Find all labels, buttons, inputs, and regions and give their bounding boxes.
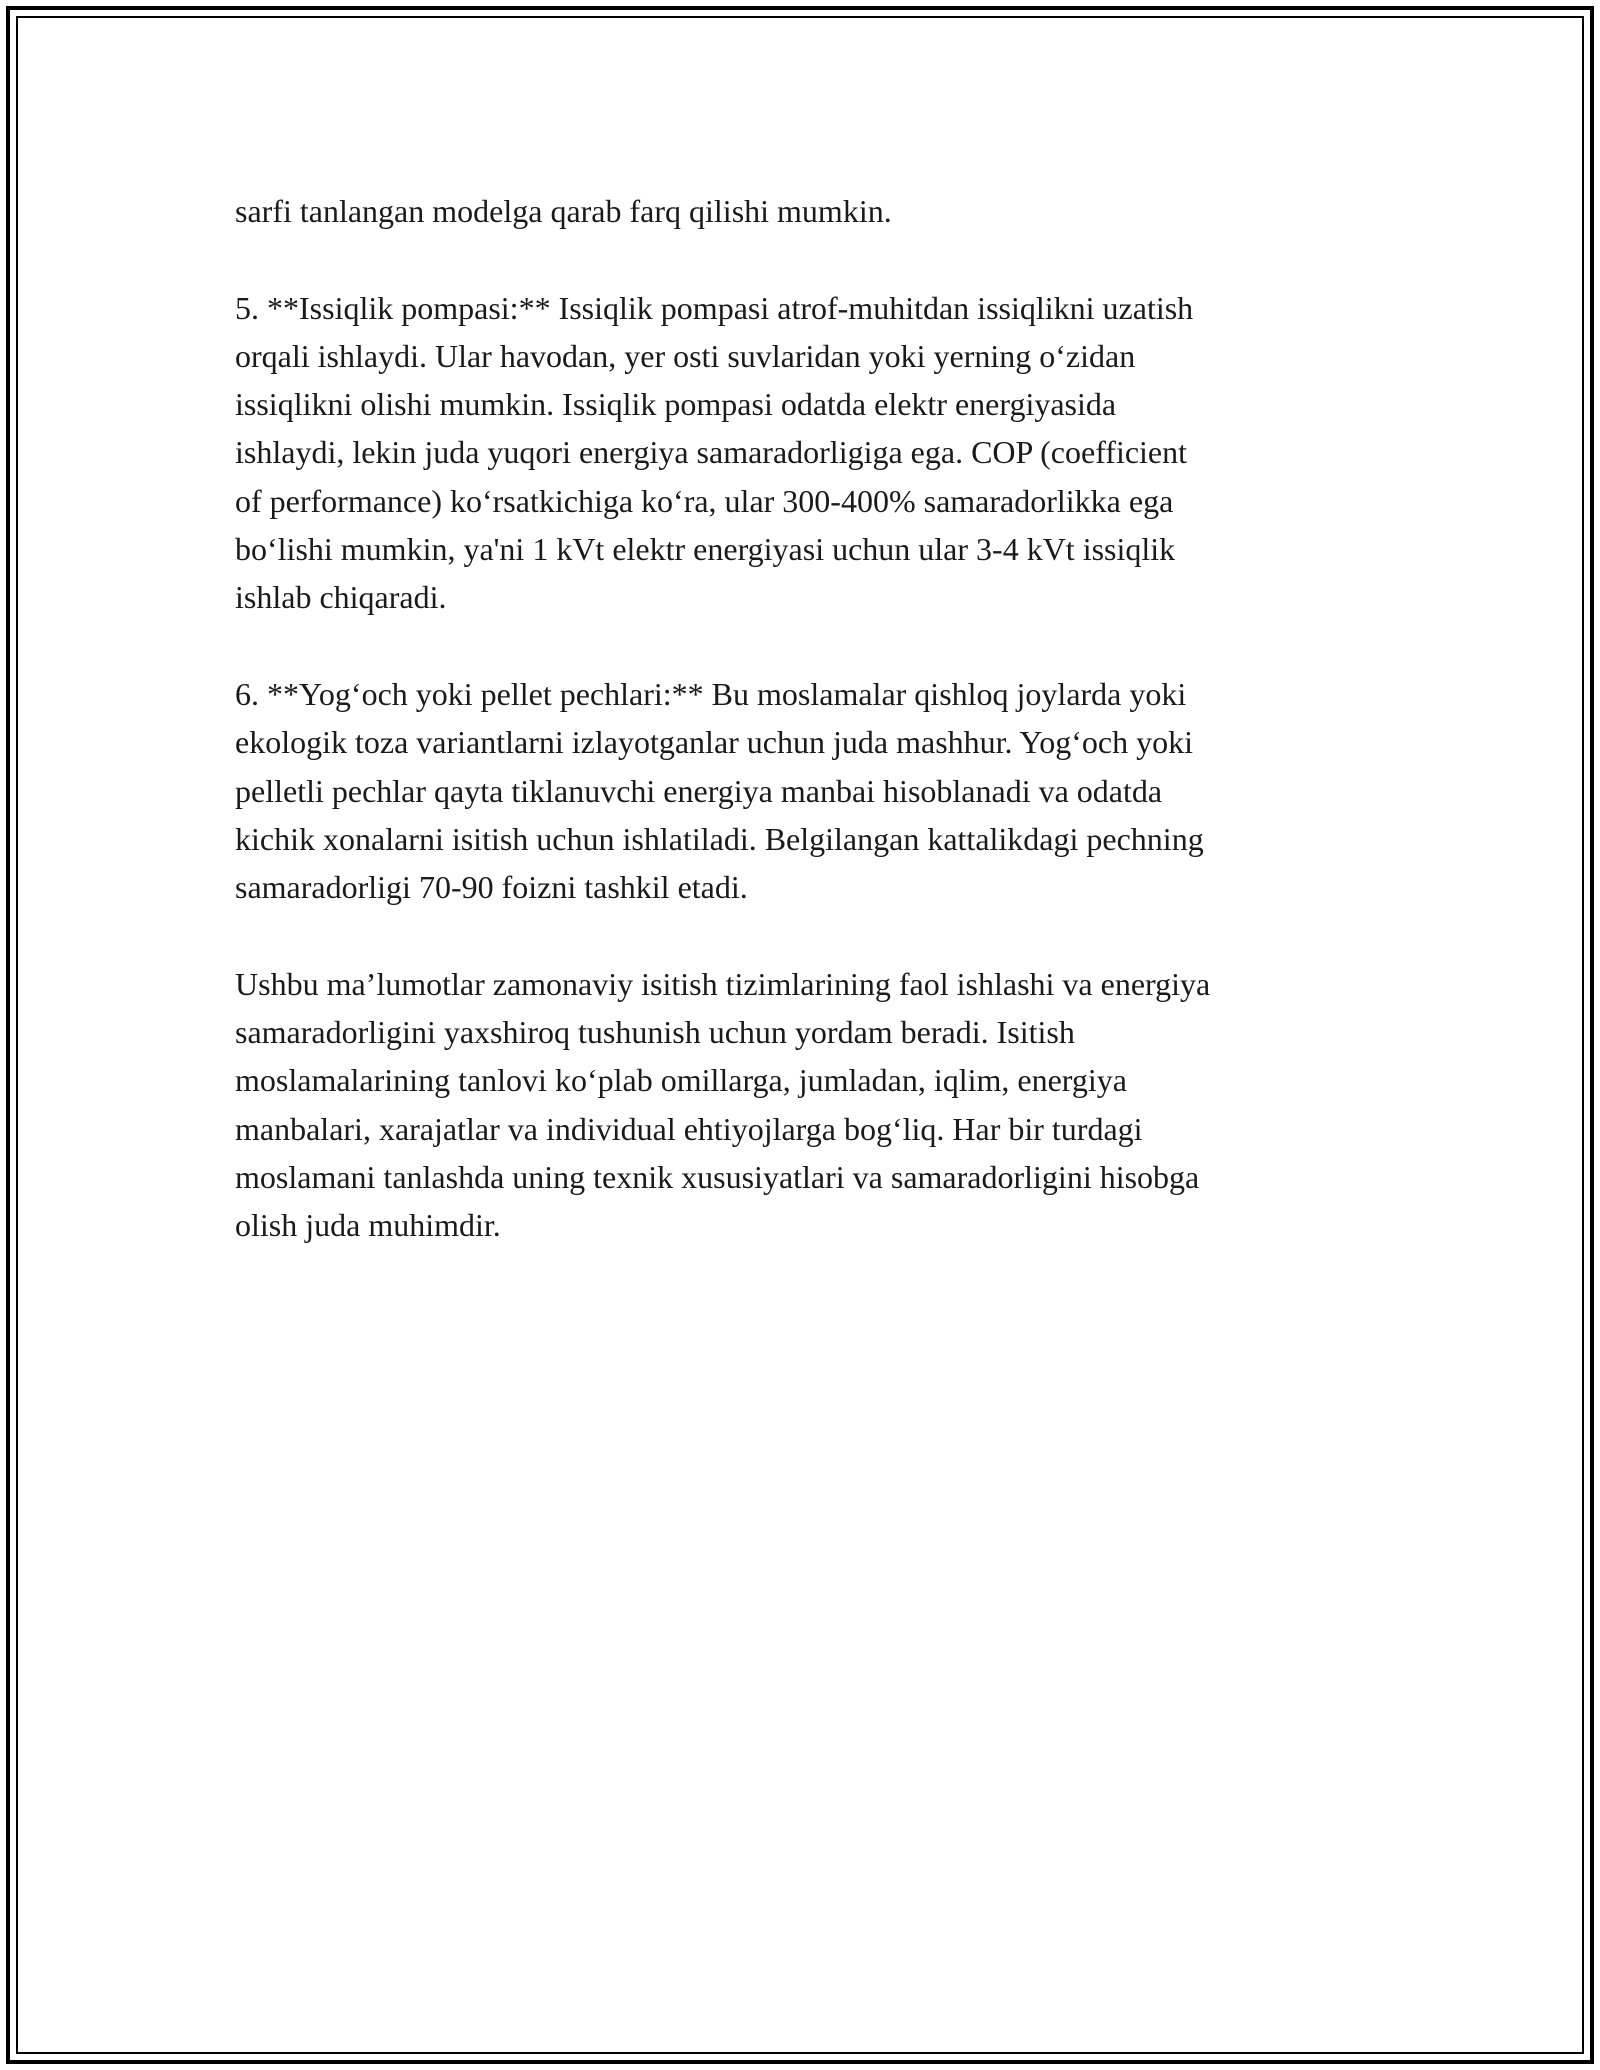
text-line: 5. **Issiqlik pompasi:** Issiqlik pompasi atrof-muhitdan issiqlikni uzatish: [235, 289, 1194, 326]
text-line: moslamalarining tanlovi ko‘plab omillarga, jumladan, iqlim, energiya: [235, 1062, 1127, 1099]
paragraph-spacer: [235, 235, 1370, 283]
text-line: olish juda muhimdir.: [235, 1207, 501, 1244]
text-line: bo‘lishi mumkin, ya'ni 1 kVt elektr energiyasi uchun ular 3-4 kVt issiqlik: [235, 531, 1176, 568]
text-line: kichik xonalarni isitish uchun ishlatiladi. Belgilangan kattalikdagi pechning: [235, 820, 1204, 857]
text-line: ishlab chiqaradi.: [235, 579, 447, 616]
text-line: issiqlikni olishi mumkin. Issiqlik pompasi odatda elektr energiyasida: [235, 386, 1117, 423]
text-line: of performance) ko‘rsatkichiga ko‘ra, ular 300-400% samaradorlikka ega: [235, 482, 1174, 519]
paragraph-spacer: [235, 622, 1370, 670]
text-line: samaradorligi 70-90 foizni tashkil etadi.: [235, 869, 748, 906]
text-line: ekologik toza variantlarni izlayotganlar uchun juda mashhur. Yog‘och yoki: [235, 724, 1193, 761]
paragraph-spacer: [235, 911, 1370, 959]
document-body: [235, 187, 1370, 1250]
text-line: Ushbu ma’lumotlar zamonaviy isitish tizimlarining faol ishlashi va energiya: [235, 965, 1211, 1002]
text-line: moslamani tanlashda uning texnik xususiyatlari va samaradorligini hisobga: [235, 1158, 1200, 1195]
text-line: ishlaydi, lekin juda yuqori energiya samaradorligiga ega. COP (coefficient: [235, 434, 1188, 471]
paragraph-intro-continuation: [235, 187, 1370, 235]
text-line: samaradorligini yaxshiroq tushunish uchun yordam beradi. Isitish: [235, 1014, 1075, 1051]
text-line: 6. **Yog‘och yoki pellet pechlari:** Bu moslamalar qishloq joylarda yoki: [235, 675, 1187, 712]
paragraph-heat-pump: [235, 284, 1370, 622]
paragraph-conclusion: [235, 960, 1370, 1250]
text-line: pelletli pechlar qayta tiklanuvchi energiya manbai hisoblanadi va odatda: [235, 772, 1163, 809]
text-line: orqali ishlaydi. Ular havodan, yer osti suvlaridan yoki yerning o‘zidan: [235, 337, 1136, 374]
text-line: sarfi tanlangan modelga qarab farq qilishi mumkin.: [235, 193, 892, 229]
paragraph-wood-pellet-stoves: [235, 670, 1370, 911]
text-line: manbalari, xarajatlar va individual ehtiyojlarga bog‘liq. Har bir turdagi: [235, 1110, 1143, 1147]
